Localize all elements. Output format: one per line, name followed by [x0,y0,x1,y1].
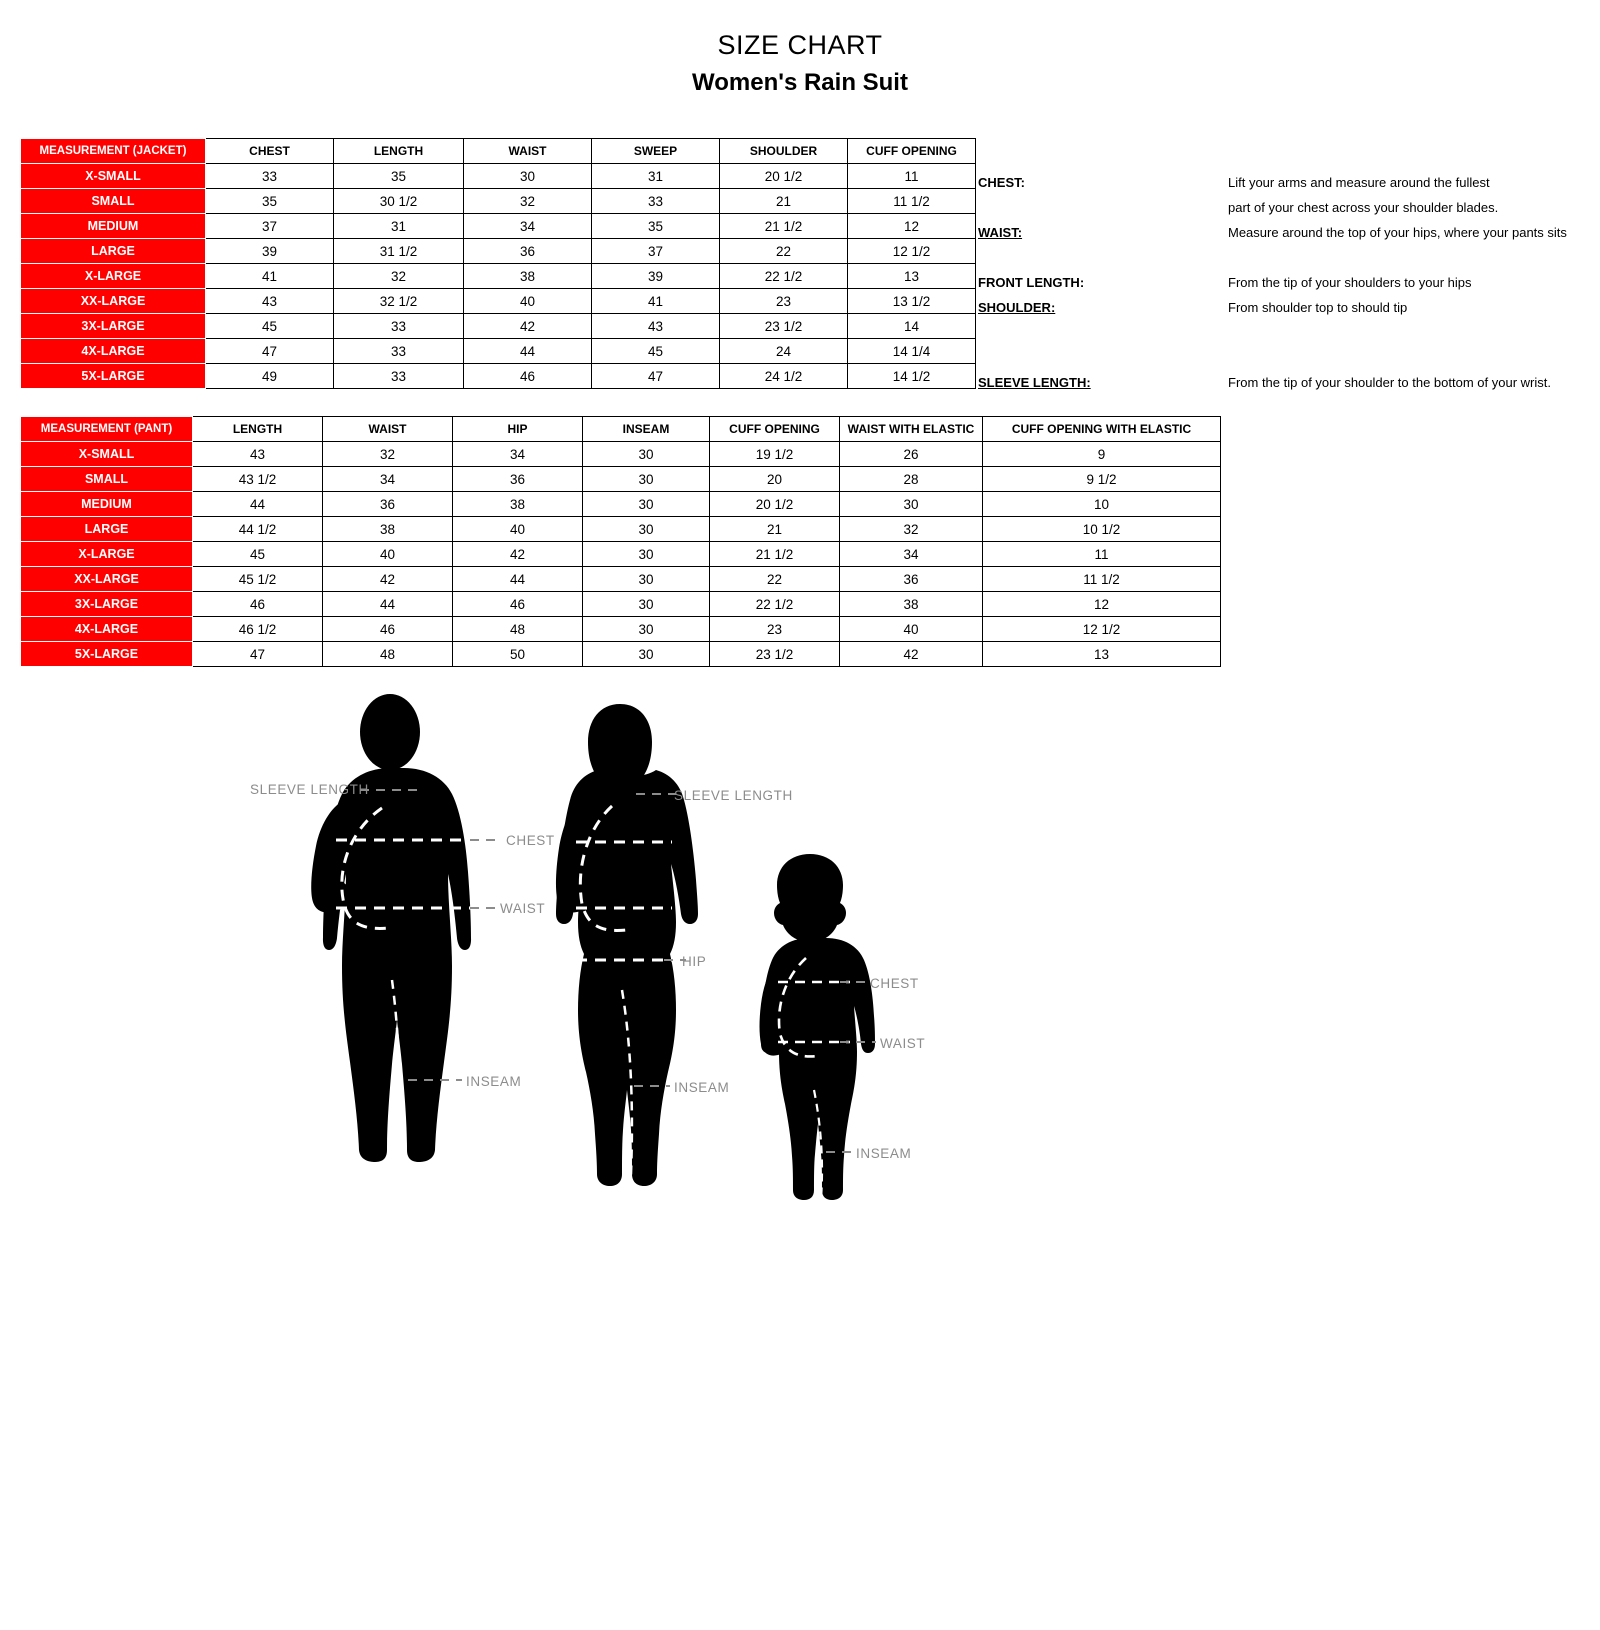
page-subtitle: Women's Rain Suit [692,69,908,96]
jacket-cell: 33 [334,314,464,339]
table-row [21,642,1221,667]
child-inseam-label: INSEAM [856,1146,912,1161]
jacket-cell: 31 1/2 [334,239,464,264]
pant-cell: 44 [323,592,453,617]
pant-col-length: LENGTH [193,417,323,442]
note-desc-waist: Measure around the top of your hips, where your pants sits [1228,225,1567,240]
pant-size-label: 5X-LARGE [21,642,193,667]
jacket-cell: 22 [720,239,848,264]
woman-silhouette [556,704,698,1186]
pant-cell: 48 [453,617,583,642]
jacket-cell: 33 [334,364,464,389]
jacket-cell: 41 [592,289,720,314]
table-row [21,442,1221,467]
jacket-cell: 38 [464,264,592,289]
jacket-cell: 42 [464,314,592,339]
pant-cell: 21 [710,517,840,542]
jacket-cell: 49 [206,364,334,389]
table-row [21,364,976,389]
pant-cell: 22 [710,567,840,592]
man-waist-label: WAIST [500,901,546,916]
jacket-cell: 12 1/2 [848,239,976,264]
pant-cell: 36 [323,492,453,517]
jacket-cell: 36 [464,239,592,264]
pant-cell: 44 [193,492,323,517]
pant-cell: 46 [193,592,323,617]
pant-cell: 19 1/2 [710,442,840,467]
jacket-col-sweep: SWEEP [592,139,720,164]
table-header-row [21,139,976,164]
pant-col-inseam: INSEAM [583,417,710,442]
jacket-cell: 45 [592,339,720,364]
pant-size-label: 3X-LARGE [21,592,193,617]
pant-cell: 47 [193,642,323,667]
pant-cell: 42 [453,542,583,567]
jacket-cell: 21 [720,189,848,214]
note-term-front-length: FRONT LENGTH: [978,275,1085,290]
man-silhouette [311,694,471,1162]
jacket-cell: 40 [464,289,592,314]
jacket-cell: 13 [848,264,976,289]
jacket-size-label: MEDIUM [21,214,206,239]
pant-size-label: XX-LARGE [21,567,193,592]
pant-col-cuff-opening-with-elastic: CUFF OPENING WITH ELASTIC [983,417,1221,442]
pant-cell: 30 [583,542,710,567]
note-term-shoulder: SHOULDER: [978,300,1056,315]
pant-cell: 38 [323,517,453,542]
jacket-cell: 14 [848,314,976,339]
jacket-cell: 32 [334,264,464,289]
pant-cell: 26 [840,442,983,467]
pant-col-waist: WAIST [323,417,453,442]
jacket-cell: 43 [592,314,720,339]
jacket-cell: 30 1/2 [334,189,464,214]
jacket-cell: 14 1/4 [848,339,976,364]
table-row [21,264,976,289]
note-desc-chest: Lift your arms and measure around the fullest [1228,175,1490,190]
pant-size-label: MEDIUM [21,492,193,517]
pant-col-hip: HIP [453,417,583,442]
child-waist-label: WAIST [880,1036,926,1051]
jacket-size-label: 3X-LARGE [21,314,206,339]
jacket-size-table [20,138,976,389]
jacket-table-corner-label: MEASUREMENT (JACKET) [21,139,206,164]
pant-cell: 48 [323,642,453,667]
table-row [21,214,976,239]
jacket-cell: 33 [592,189,720,214]
table-row [21,542,1221,567]
jacket-col-waist: WAIST [464,139,592,164]
jacket-cell: 11 1/2 [848,189,976,214]
pant-cell: 30 [583,592,710,617]
jacket-size-label: 4X-LARGE [21,339,206,364]
jacket-cell: 31 [592,164,720,189]
pant-cell: 20 1/2 [710,492,840,517]
table-row [21,189,976,214]
table-row [21,289,976,314]
pant-cell: 45 1/2 [193,567,323,592]
jacket-cell: 44 [464,339,592,364]
note-waist [978,220,1588,245]
pant-col-waist-with-elastic: WAIST WITH ELASTIC [840,417,983,442]
jacket-cell: 39 [206,239,334,264]
pant-cell: 30 [583,517,710,542]
pant-cell: 46 [453,592,583,617]
pant-cell: 10 [983,492,1221,517]
jacket-col-cuff-opening: CUFF OPENING [848,139,976,164]
pant-cell: 21 1/2 [710,542,840,567]
jacket-cell: 32 1/2 [334,289,464,314]
jacket-col-chest: CHEST [206,139,334,164]
pant-cell: 30 [583,492,710,517]
pant-col-cuff-opening: CUFF OPENING [710,417,840,442]
pant-cell: 34 [840,542,983,567]
pant-cell: 42 [840,642,983,667]
pant-cell: 12 [983,592,1221,617]
pant-cell: 9 1/2 [983,467,1221,492]
jacket-cell: 47 [592,364,720,389]
pant-cell: 40 [453,517,583,542]
note-desc-front-length: From the tip of your shoulders to your hips [1228,275,1472,290]
man-inseam-label: INSEAM [466,1074,522,1089]
woman-sleeve-length-label: SLEEVE LENGTH [674,788,793,803]
man-sleeve-length-label: SLEEVE LENGTH [250,782,369,797]
jacket-cell: 35 [592,214,720,239]
pant-cell: 28 [840,467,983,492]
jacket-size-label: 5X-LARGE [21,364,206,389]
note-sleeve-length [978,370,1588,395]
pant-cell: 30 [583,467,710,492]
note-term-chest: CHEST: [978,175,1025,190]
pant-cell: 40 [323,542,453,567]
figures-svg [240,690,1000,1250]
jacket-cell: 12 [848,214,976,239]
note-spacer-2 [1228,320,1588,345]
pant-table-corner-label: MEASUREMENT (PANT) [21,417,193,442]
pant-cell: 36 [453,467,583,492]
jacket-size-label: X-SMALL [21,164,206,189]
note-front-length [978,270,1588,295]
pant-cell: 38 [840,592,983,617]
table-row [21,492,1221,517]
note-desc-chest-cont: part of your chest across your shoulder blades. [1228,200,1499,215]
pant-cell: 23 1/2 [710,642,840,667]
pant-cell: 36 [840,567,983,592]
pant-cell: 38 [453,492,583,517]
pant-cell: 30 [840,492,983,517]
pant-cell: 11 [983,542,1221,567]
jacket-cell: 21 1/2 [720,214,848,239]
pant-cell: 30 [583,642,710,667]
table-row [21,314,976,339]
note-desc-shoulder: From shoulder top to should tip [1228,300,1408,315]
woman-hip-label: HIP [682,954,707,969]
jacket-cell: 31 [334,214,464,239]
jacket-size-label: X-LARGE [21,264,206,289]
pant-cell: 40 [840,617,983,642]
table-row [21,617,1221,642]
pant-cell: 43 1/2 [193,467,323,492]
jacket-cell: 37 [206,214,334,239]
jacket-cell: 37 [592,239,720,264]
measurement-figures [240,690,1000,1250]
jacket-table-container [20,138,976,389]
note-term-waist: WAIST: [978,225,1023,240]
jacket-cell: 33 [206,164,334,189]
jacket-cell: 39 [592,264,720,289]
pant-cell: 30 [583,567,710,592]
jacket-size-label: LARGE [21,239,206,264]
table-row [21,339,976,364]
note-shoulder [978,295,1588,320]
pant-cell: 9 [983,442,1221,467]
pant-cell: 10 1/2 [983,517,1221,542]
table-row [21,239,976,264]
jacket-col-length: LENGTH [334,139,464,164]
pant-cell: 45 [193,542,323,567]
pant-cell: 23 [710,617,840,642]
pant-cell: 11 1/2 [983,567,1221,592]
measurement-notes [978,170,1588,395]
jacket-cell: 35 [206,189,334,214]
pant-cell: 12 1/2 [983,617,1221,642]
pant-cell: 44 1/2 [193,517,323,542]
jacket-cell: 45 [206,314,334,339]
table-header-row [21,417,1221,442]
pant-table-container [20,416,1221,667]
pant-size-label: 4X-LARGE [21,617,193,642]
pant-cell: 50 [453,642,583,667]
pant-cell: 44 [453,567,583,592]
pant-size-label: SMALL [21,467,193,492]
jacket-size-label: SMALL [21,189,206,214]
table-row [21,467,1221,492]
pant-cell: 34 [453,442,583,467]
jacket-cell: 33 [334,339,464,364]
table-row [21,517,1221,542]
jacket-cell: 23 [720,289,848,314]
pant-cell: 34 [323,467,453,492]
jacket-cell: 11 [848,164,976,189]
pant-cell: 32 [840,517,983,542]
note-desc-sleeve-length: From the tip of your shoulder to the bottom of your wrist. [1228,375,1551,390]
pant-size-label: X-LARGE [21,542,193,567]
jacket-cell: 41 [206,264,334,289]
jacket-cell: 47 [206,339,334,364]
jacket-cell: 35 [334,164,464,189]
jacket-cell: 22 1/2 [720,264,848,289]
pant-cell: 13 [983,642,1221,667]
jacket-cell: 24 1/2 [720,364,848,389]
jacket-cell: 46 [464,364,592,389]
note-term-sleeve-length: SLEEVE LENGTH: [978,375,1091,390]
jacket-cell: 13 1/2 [848,289,976,314]
jacket-col-shoulder: SHOULDER [720,139,848,164]
note-spacer-1 [1228,245,1588,270]
page-title: SIZE CHART [717,30,883,60]
jacket-cell: 14 1/2 [848,364,976,389]
pant-cell: 32 [323,442,453,467]
jacket-cell: 23 1/2 [720,314,848,339]
jacket-cell: 43 [206,289,334,314]
pant-cell: 22 1/2 [710,592,840,617]
pant-cell: 20 [710,467,840,492]
jacket-cell: 32 [464,189,592,214]
pant-cell: 42 [323,567,453,592]
table-row [21,567,1221,592]
pant-size-table [20,416,1221,667]
pant-cell: 30 [583,617,710,642]
pant-size-label: LARGE [21,517,193,542]
pant-size-label: X-SMALL [21,442,193,467]
table-row [21,164,976,189]
man-chest-label: CHEST [506,833,555,848]
jacket-cell: 20 1/2 [720,164,848,189]
woman-inseam-label: INSEAM [674,1080,730,1095]
pant-cell: 46 [323,617,453,642]
table-row [21,592,1221,617]
note-spacer-3 [1228,345,1588,370]
pant-cell: 46 1/2 [193,617,323,642]
jacket-cell: 24 [720,339,848,364]
pant-cell: 30 [583,442,710,467]
jacket-cell: 30 [464,164,592,189]
child-chest-label: CHEST [870,976,919,991]
pant-cell: 43 [193,442,323,467]
note-chest [978,170,1588,195]
jacket-cell: 34 [464,214,592,239]
jacket-size-label: XX-LARGE [21,289,206,314]
